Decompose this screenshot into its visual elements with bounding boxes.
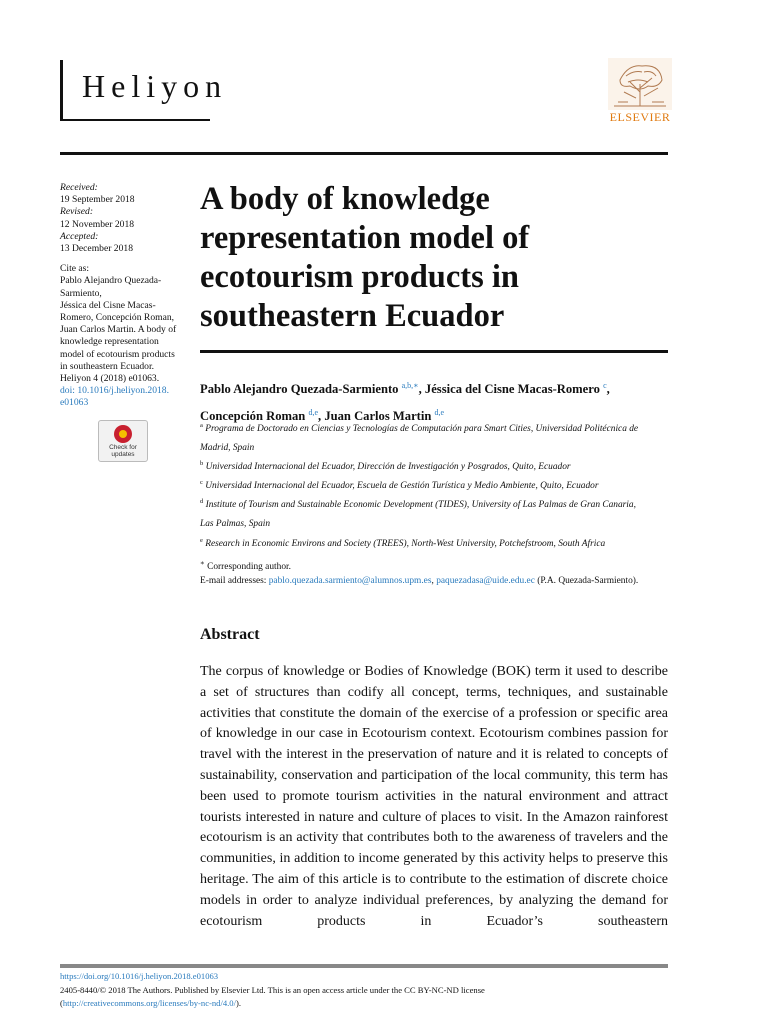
author-affiliation-marks[interactable]: a,b,∗ bbox=[401, 381, 419, 390]
email-addresses: E-mail addresses: pablo.quezada.sarmiento@alumnos.upm.es, paquezadasa@uide.edu.ec (P.A. Quezada-Sarmiento). bbox=[200, 576, 639, 586]
author-name: Jéssica del Cisne Macas-Romero bbox=[424, 382, 600, 397]
footer-doi-link[interactable]: https://doi.org/10.1016/j.heliyon.2018.e01063 bbox=[60, 971, 219, 981]
title-line: A body of knowledge bbox=[200, 181, 490, 217]
citation-line: Sarmiento, bbox=[60, 287, 102, 299]
license-link[interactable]: http://creativecommons.org/licenses/by-nc-nd/4.0/ bbox=[62, 998, 236, 1008]
citation-line: Pablo Alejandro Quezada- bbox=[60, 275, 162, 287]
title-rule bbox=[200, 350, 668, 353]
citation-line: in southeastern Ecuador. bbox=[60, 360, 155, 372]
author-name: Pablo Alejandro Quezada-Sarmiento bbox=[200, 382, 399, 397]
revised-date: 12 November 2018 bbox=[60, 218, 135, 230]
email-link-1[interactable]: pablo.quezada.sarmiento@alumnos.upm.es bbox=[268, 576, 432, 586]
affiliation-d: $^d$ Institute of Tourism and Sustainable Economic Development (TIDES), University of Las Palmas de Gran Canaria, Las Palmas, Spain bbox=[200, 498, 636, 530]
cite-as-label: Cite as: bbox=[60, 263, 90, 275]
citation-line: Jéssica del Cisne Macas- bbox=[60, 299, 156, 311]
title-line: ecotourism products in bbox=[200, 259, 519, 295]
citation-line: Juan Carlos Martin. A body of bbox=[60, 324, 177, 336]
citation-line: knowledge representation bbox=[60, 336, 159, 348]
received-date: 19 September 2018 bbox=[60, 194, 135, 206]
doi-link-continued[interactable]: e01063 bbox=[60, 397, 89, 409]
received-label: Received: bbox=[60, 182, 98, 193]
license-statement: 2405-8440/© 2018 The Authors. Published by Elsevier Ltd. This is an open access article under the CC BY-NC-ND license bbox=[60, 984, 485, 995]
corresponding-author-note: ∗ Corresponding author. bbox=[200, 559, 291, 573]
email-label: E-mail addresses: bbox=[200, 576, 267, 586]
citation-line: Heliyon 4 (2018) e01063. bbox=[60, 373, 160, 385]
author-affiliation-marks[interactable]: c bbox=[603, 381, 607, 390]
footer-rule bbox=[60, 964, 668, 968]
check-for-updates-label: Check for updates bbox=[109, 443, 137, 458]
affiliation-e: $^e$ Research in Economic Environs and Society (TREES), North-West University, Potchefstroom, South Africa bbox=[200, 537, 606, 550]
journal-bracket-underline bbox=[60, 119, 210, 121]
accepted-date: 13 December 2018 bbox=[60, 243, 133, 255]
email-link-2[interactable]: paquezadasa@uide.edu.ec bbox=[436, 576, 535, 586]
doi-link[interactable]: doi: 10.1016/j.heliyon.2018. bbox=[60, 385, 169, 397]
accepted-label: Accepted: bbox=[60, 230, 99, 242]
header-rule bbox=[60, 152, 668, 155]
check-for-updates-button[interactable] bbox=[98, 420, 148, 462]
author-affiliation-marks[interactable]: d,e bbox=[308, 408, 319, 418]
abstract-heading: Abstract bbox=[200, 626, 260, 643]
revised-label: Revised: bbox=[60, 206, 94, 218]
title-line: representation model of bbox=[200, 220, 530, 256]
article-history-sidebar bbox=[60, 182, 185, 462]
article-title bbox=[200, 180, 670, 336]
title-line: southeastern Ecuador bbox=[200, 298, 505, 334]
citation-line: Romero, Concepción Roman, bbox=[60, 312, 175, 324]
elsevier-wordmark: ELSEVIER bbox=[609, 110, 671, 124]
citation-line: model of ecotourism products bbox=[60, 348, 175, 360]
elsevier-tree-logo bbox=[608, 58, 672, 110]
page-footer: https://doi.org/10.1016/j.heliyon.2018.e01063 2405-8440/© 2018 The Authors. Published by Elsevier Ltd. This is an open access article under the CC BY-NC-ND license (http://creativecommons.org/licenses/by-nc-nd/4.0/). bbox=[60, 970, 668, 1011]
affiliation-a: $^a$ Programa de Doctorado en Ciencias y Tecnologías de Computación para Smart Cities, Universidad Politécnica de Madrid, Spain bbox=[200, 422, 639, 454]
author-affiliation-marks[interactable]: d,e bbox=[434, 408, 445, 418]
author-name: Concepción Roman bbox=[200, 409, 306, 424]
abstract-body: The corpus of knowledge or Bodies of Knowledge (BOK) term it used to describe a set of structures than codify all concept, terms, techniques, and sustainable activities that constitute the domain of the exercise of a profession or specific area of knowledge in our case in Ecotourism context. Ecotourism combines passion for travel with the interest in the preservation of nature and it is related to concepts of sustainability, conservation and participation of the local community, this term has been used to promote tourism activities in the natural environment and attract tourists interested in nature and culture of places to visit. In the Amazon rainforest ecotourism is an activity that contributes both to the awareness of travelers and the communities, in addition to income generated by this activity helps to preserve this heritage. The aim of this article is to contribute to the estimation of discrete choice models in order to analyze individual preferences, by analyzing the demand for ecotourism products in Ecuador’s southeastern bbox=[200, 664, 668, 929]
author-list: Pablo Alejandro Quezada-Sarmiento $^{a,b,∗}$, Jéssica del Cisne Macas-Romero $^c$, Concepción Roman $^{d,e}$, Juan Carlos Martin $^{d,e}$ bbox=[200, 381, 610, 424]
journal-name: Heliyon bbox=[82, 68, 228, 104]
author-name: Juan Carlos Martin bbox=[324, 409, 432, 424]
journal-bracket bbox=[60, 60, 63, 120]
affiliation-c: $^c$ Universidad Internacional del Ecuador, Escuela de Gestión Turística y Medio Ambiente, Quito, Ecuador bbox=[200, 479, 599, 492]
affiliation-b: $^b$ Universidad Internacional del Ecuador, Dirección de Investigación y Posgrados, Quito, Ecuador bbox=[200, 460, 571, 473]
email-owner: (P.A. Quezada-Sarmiento). bbox=[537, 576, 639, 586]
